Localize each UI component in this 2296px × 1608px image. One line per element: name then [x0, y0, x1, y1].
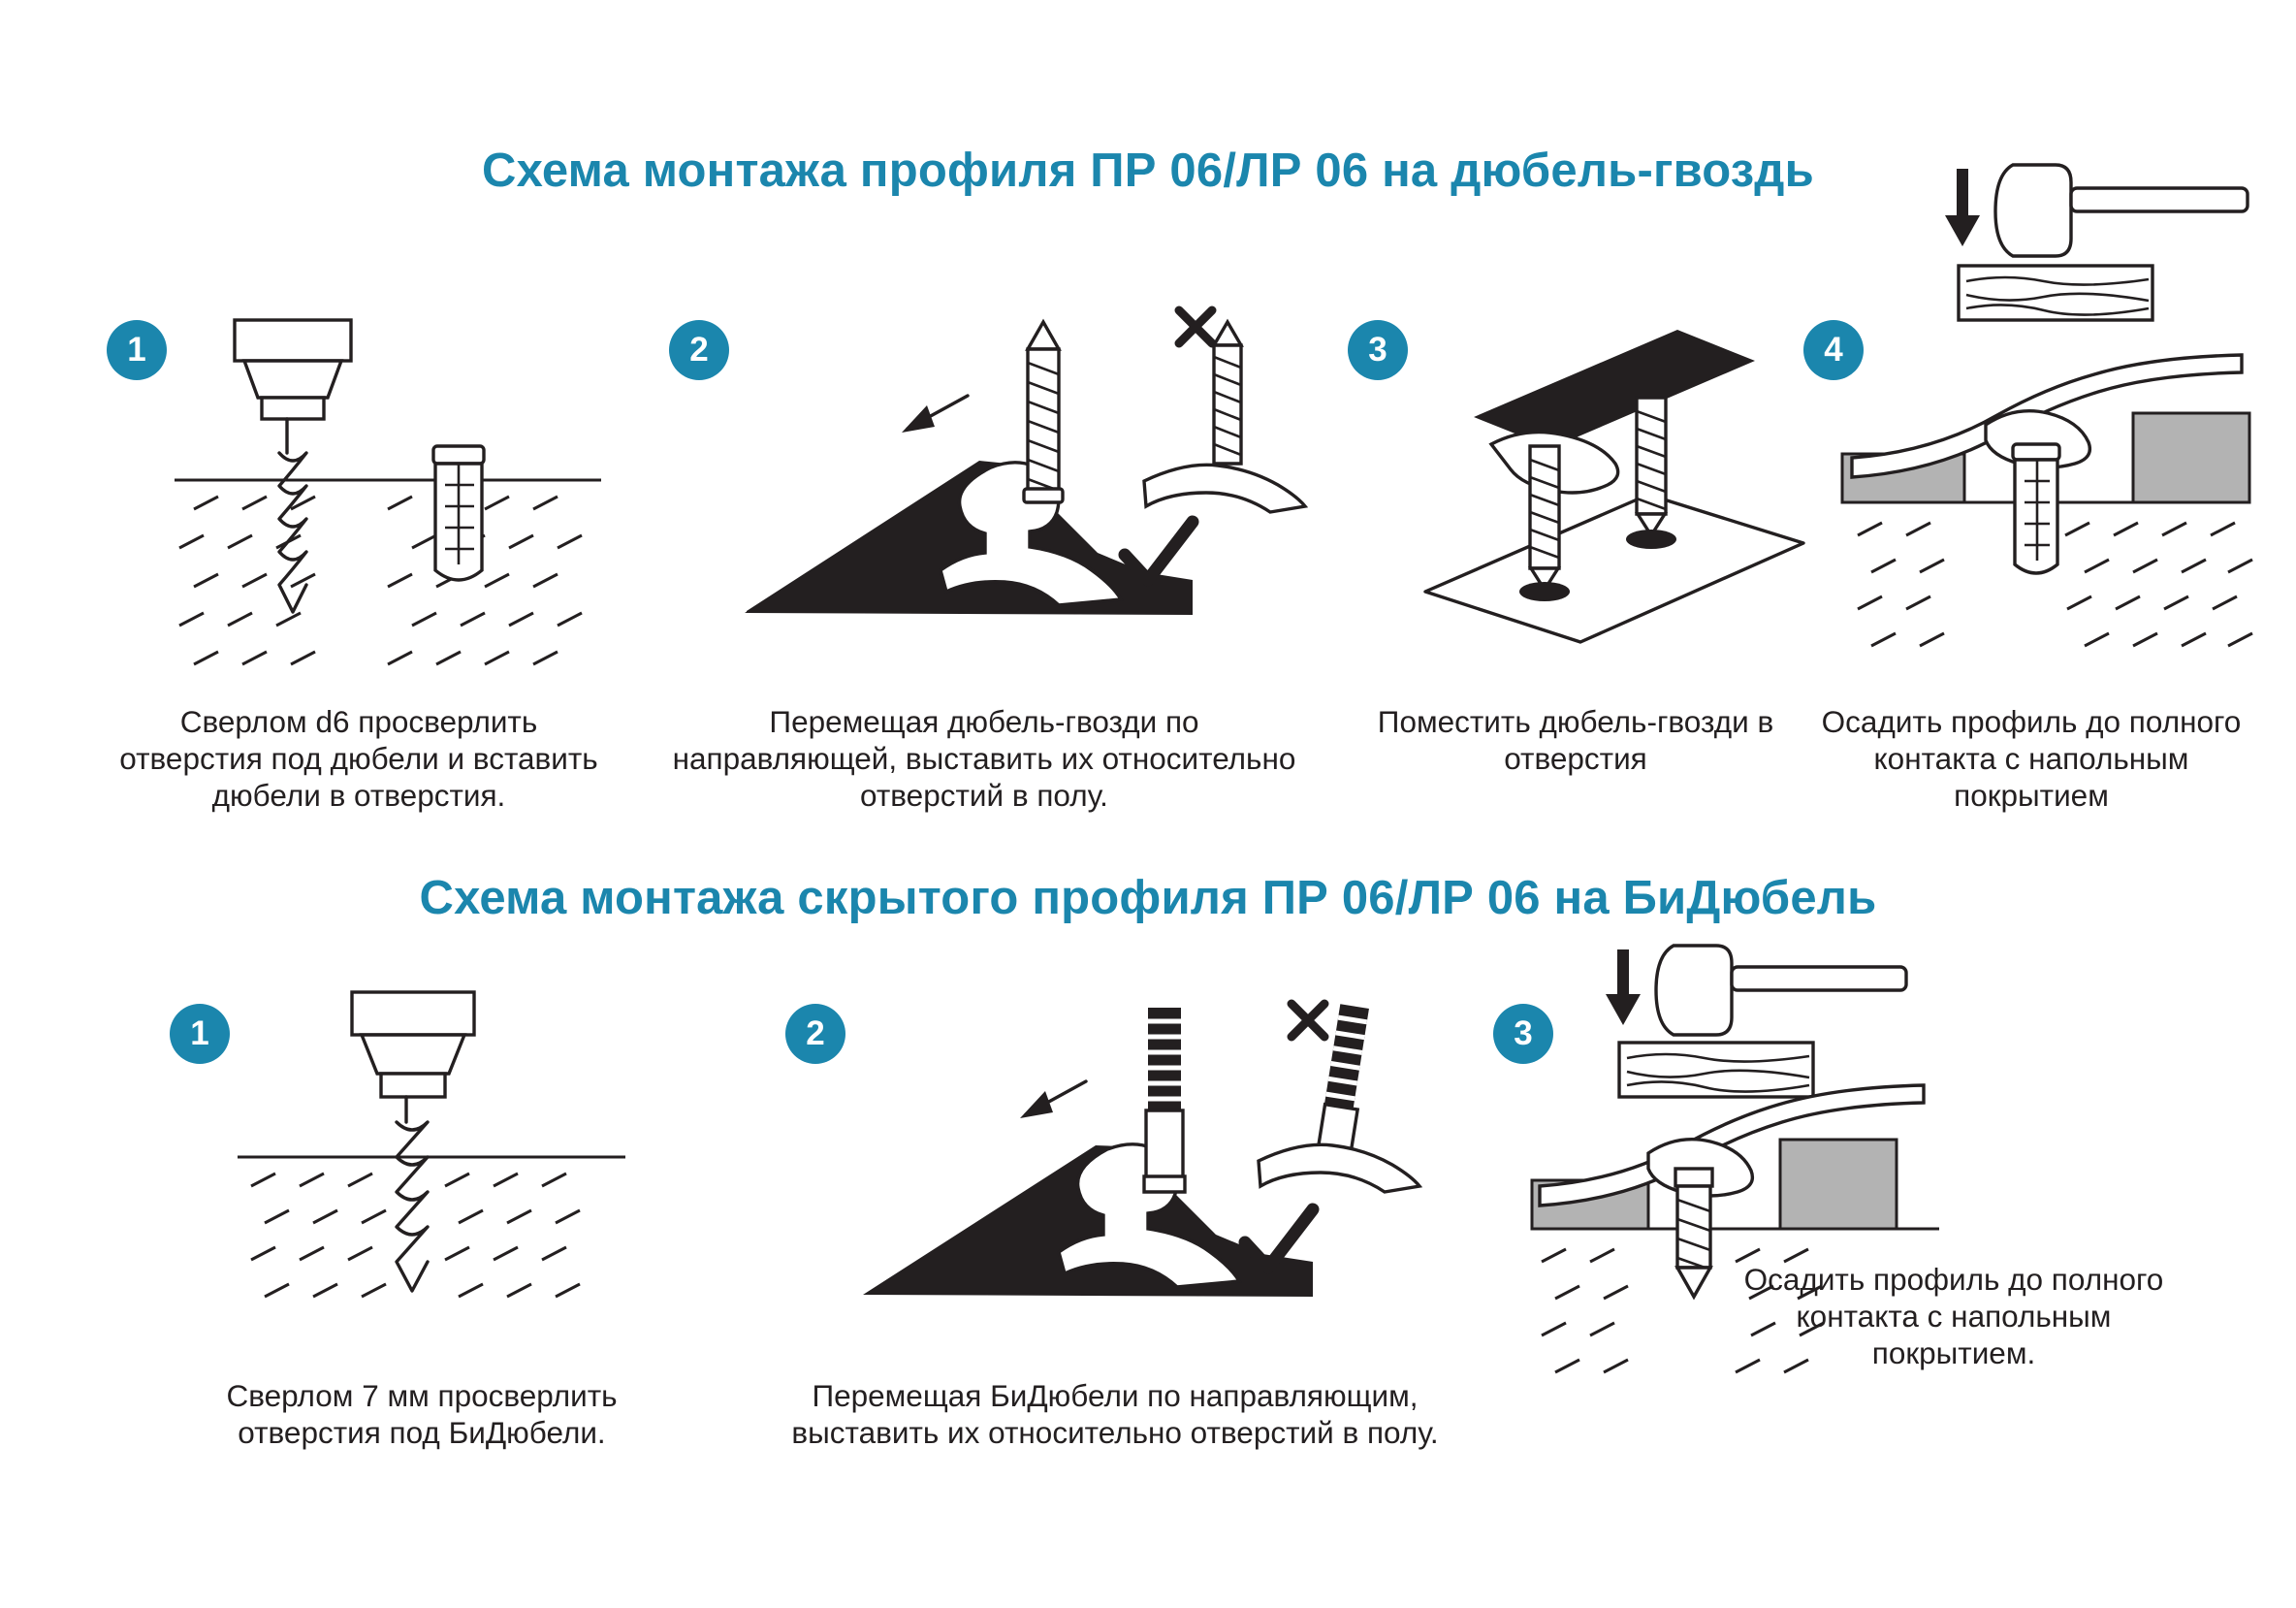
- step-badge: 2: [785, 1004, 845, 1064]
- incorrect-example: [1259, 1004, 1419, 1192]
- step-1-1: [107, 320, 611, 834]
- arrow-down-icon: [1945, 169, 1980, 246]
- step-2-1: [170, 1004, 674, 1508]
- arrow-down-icon: [1606, 949, 1641, 1025]
- bidowel-correct: [1144, 1008, 1185, 1192]
- incorrect-icon: [1179, 310, 1212, 343]
- step-badge: 3: [1348, 320, 1408, 380]
- step-badge: 2: [669, 320, 729, 380]
- section-title-bidowel: Схема монтажа скрытого профиля ПР 06/ЛР 06 на БиДюбель: [419, 872, 1877, 924]
- step-caption: Осадить профиль до полного контакта с напольным покрытием.: [1743, 1262, 2164, 1370]
- step-1-2: [669, 320, 1299, 834]
- screw-right: [1626, 398, 1676, 549]
- direction-arrow-icon: [1020, 1081, 1086, 1118]
- step-1-3: [1348, 320, 1803, 834]
- hammer-seat-svg: [1842, 165, 2259, 727]
- direction-arrow-icon: [902, 396, 968, 433]
- illustration-align-bidowels: [853, 965, 1454, 1411]
- drill-dowel-svg: [165, 310, 621, 727]
- step-badge: 4: [1803, 320, 1864, 380]
- step-badge: 1: [107, 320, 167, 380]
- step-2-2: [785, 1004, 1445, 1508]
- incorrect-icon: [1292, 1004, 1324, 1037]
- step-caption: Перемещая дюбель-гвозди по направляющей, выставить их относительно отверстий в полу.: [672, 704, 1296, 813]
- step-badge: 1: [170, 1004, 230, 1064]
- correct-icon: [1125, 522, 1193, 580]
- align-bidowels-svg: [853, 965, 1454, 1411]
- place-nails-svg: [1406, 301, 1823, 708]
- correct-icon: [1245, 1209, 1313, 1268]
- drill-7mm-svg: [238, 984, 654, 1372]
- section-title-dowel-nail: Схема монтажа профиля ПР 06/ЛР 06 на дюбель-гвоздь: [482, 145, 1814, 197]
- step-caption: Поместить дюбель-гвозди в отверстия: [1377, 704, 1774, 776]
- illustration-drill-and-dowel: [165, 310, 621, 727]
- step-2-3: [1493, 1004, 2191, 1508]
- screw-correct: [1024, 322, 1063, 502]
- align-nails-svg: [737, 281, 1319, 747]
- step-1-4: [1803, 320, 2259, 834]
- incorrect-example: [1144, 322, 1305, 512]
- step-caption: Осадить профиль до полного контакта с напольным покрытием: [1821, 704, 2242, 813]
- illustration-align-nails: [737, 281, 1319, 747]
- illustration-place-nails-into-holes: [1406, 301, 1823, 708]
- step-caption: Сверлом 7 мм просверлить отверстия под БиДюбели.: [226, 1378, 618, 1450]
- step-badge: 3: [1493, 1004, 1553, 1064]
- step-caption: Сверлом d6 просверлить отверстия под дюбели и вставить дюбели в отверстия.: [119, 704, 598, 813]
- illustration-hammer-seat-profile: [1842, 165, 2259, 727]
- illustration-drill-7mm: [238, 984, 654, 1372]
- step-caption: Перемещая БиДюбели по направляющим, выставить их относительно отверстий в полу.: [791, 1378, 1439, 1450]
